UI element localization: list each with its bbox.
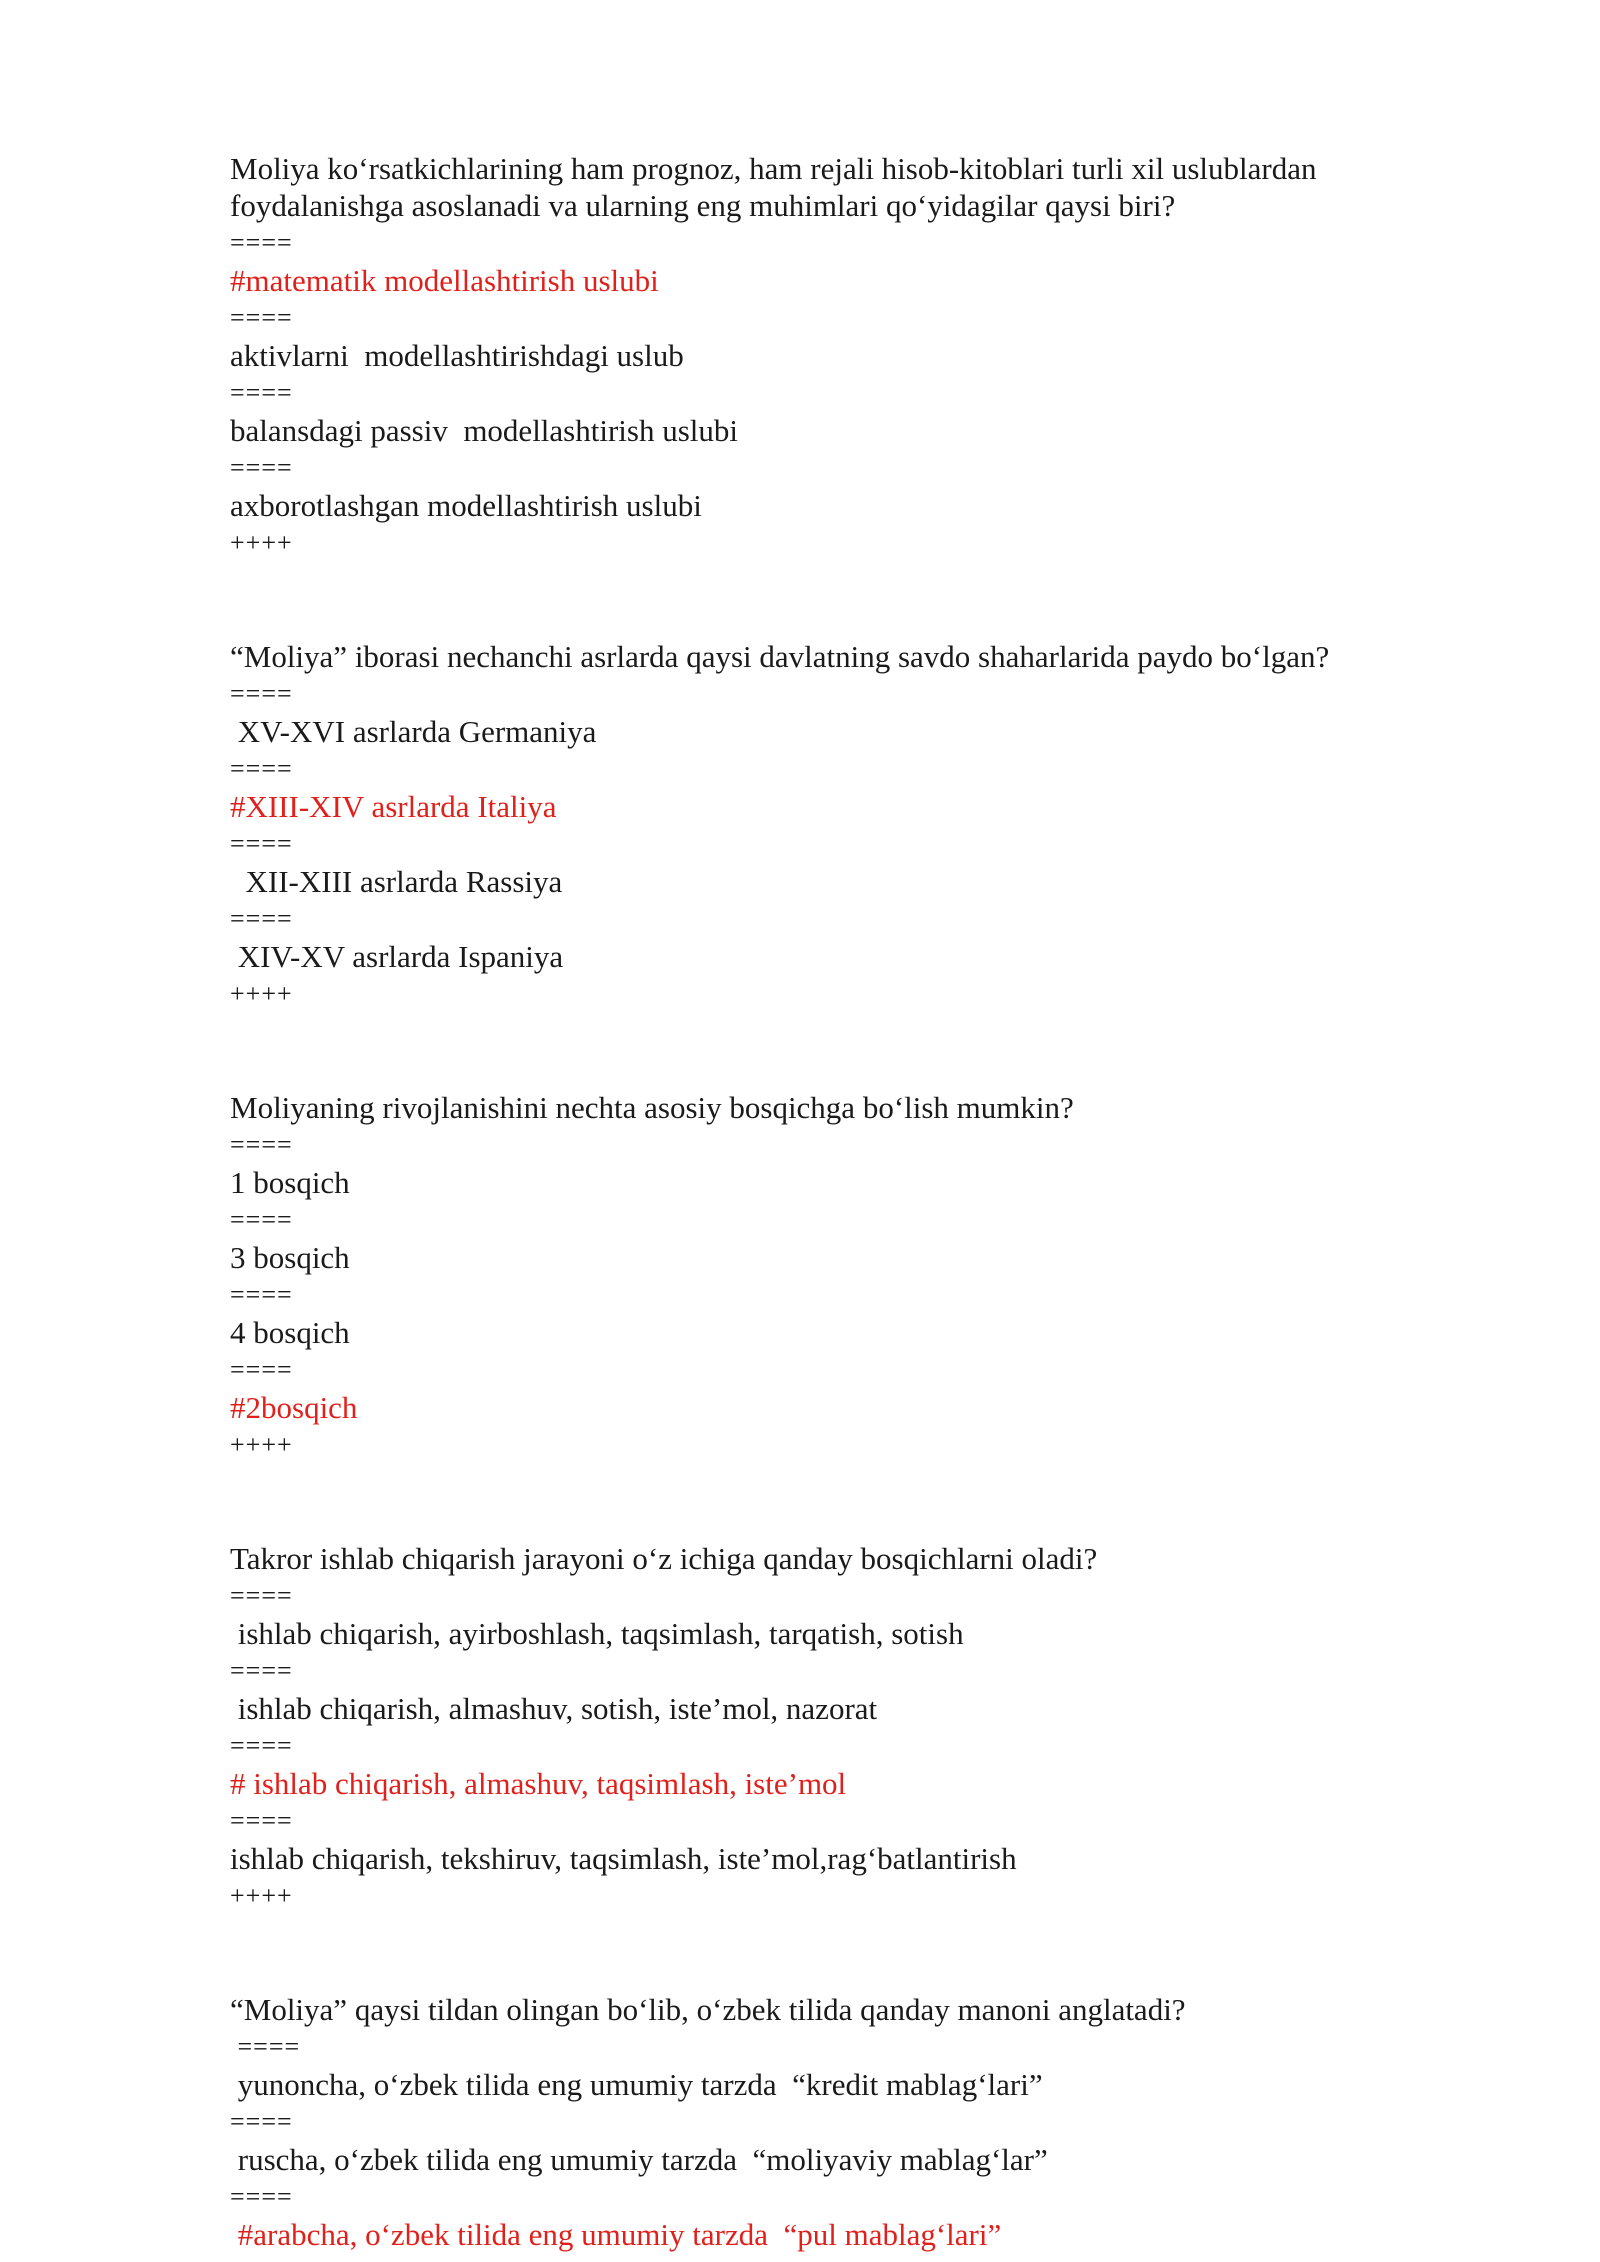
question-end-marker: ++++ — [230, 1430, 293, 1459]
answer-option: 4 bosqich — [230, 1315, 350, 1350]
question-end-marker: ++++ — [230, 528, 293, 557]
option-separator: ==== — [230, 1280, 293, 1309]
answer-option: aktivlarni modellashtirishdagi uslub — [230, 338, 684, 373]
option-separator: ==== — [230, 453, 293, 482]
option-separator: ==== — [230, 1806, 293, 1835]
answer-option: ishlab chiqarish, ayirboshlash, taqsimlash, tarqatish, sotish — [230, 1616, 964, 1651]
option-separator: ==== — [230, 829, 293, 858]
option-separator: ==== — [230, 1731, 293, 1760]
question-block — [230, 1991, 1390, 2253]
question-text: “Moliya” qaysi tildan olingan bo‘lib, o‘zbek tilida qanday manoni anglatadi? — [230, 1992, 1186, 2027]
option-separator: ==== — [230, 2107, 293, 2136]
question-text: Moliya ko‘rsatkichlarining ham prognoz, ham rejali hisob-kitoblari turli xil uslublardan foydalanishga asoslanadi va ularning eng muhimlari qo‘yidagilar qaysi biri? — [230, 151, 1317, 223]
question-block — [230, 1540, 1390, 1915]
answer-option: XIV-XV asrlarda Ispaniya — [230, 939, 564, 974]
question-text: Takror ishlab chiqarish jarayoni o‘z ichiga qanday bosqichlarni oladi? — [230, 1541, 1098, 1576]
option-separator: ==== — [230, 2182, 293, 2211]
answer-option: XV-XVI asrlarda Germaniya — [230, 714, 597, 749]
answer-option-correct: #XIII-XIV asrlarda Italiya — [230, 789, 557, 824]
question-text: “Moliya” iborasi nechanchi asrlarda qaysi davlatning savdo shaharlarida paydo bo‘lgan? — [230, 639, 1330, 674]
option-separator: ==== — [230, 2032, 301, 2061]
question-end-marker: ++++ — [230, 979, 293, 1008]
option-separator: ==== — [230, 1130, 293, 1159]
option-separator: ==== — [230, 904, 293, 933]
option-separator: ==== — [230, 1656, 293, 1685]
question-block — [230, 1089, 1390, 1464]
answer-option: balansdagi passiv modellashtirish uslubi — [230, 413, 739, 448]
answer-option: 1 bosqich — [230, 1165, 350, 1200]
option-separator: ==== — [230, 378, 293, 407]
answer-option: yunoncha, o‘zbek tilida eng umumiy tarzda “kredit mablag‘lari” — [230, 2067, 1043, 2102]
answer-option-correct: # ishlab chiqarish, almashuv, taqsimlash, iste’mol — [230, 1766, 847, 1801]
answer-option-correct: #arabcha, o‘zbek tilida eng umumiy tarzda “pul mablag‘lari” — [230, 2217, 1002, 2252]
answer-option-correct: #2bosqich — [230, 1390, 358, 1425]
question-end-marker: ++++ — [230, 1881, 293, 1910]
option-separator: ==== — [230, 679, 293, 708]
answer-option: ishlab chiqarish, almashuv, sotish, iste’mol, nazorat — [230, 1691, 878, 1726]
option-separator: ==== — [230, 1205, 293, 1234]
answer-option: ishlab chiqarish, tekshiruv, taqsimlash, iste’mol,rag‘batlantirish — [230, 1841, 1017, 1876]
question-block — [230, 150, 1390, 562]
question-text: Moliyaning rivojlanishini nechta asosiy bosqichga bo‘lish mumkin? — [230, 1090, 1074, 1125]
answer-option: 3 bosqich — [230, 1240, 350, 1275]
option-separator: ==== — [230, 1355, 293, 1384]
question-block — [230, 638, 1390, 1013]
option-separator: ==== — [230, 303, 293, 332]
option-separator: ==== — [230, 228, 293, 257]
answer-option: XII-XIII asrlarda Rassiya — [230, 864, 563, 899]
answer-option: axborotlashgan modellashtirish uslubi — [230, 488, 702, 523]
answer-option: ruscha, o‘zbek tilida eng umumiy tarzda “moliyaviy mablag‘lar” — [230, 2142, 1048, 2177]
option-separator: ==== — [230, 1581, 293, 1610]
test-document — [230, 150, 1390, 2253]
answer-option-correct: #matematik modellashtirish uslubi — [230, 263, 659, 298]
option-separator: ==== — [230, 754, 293, 783]
